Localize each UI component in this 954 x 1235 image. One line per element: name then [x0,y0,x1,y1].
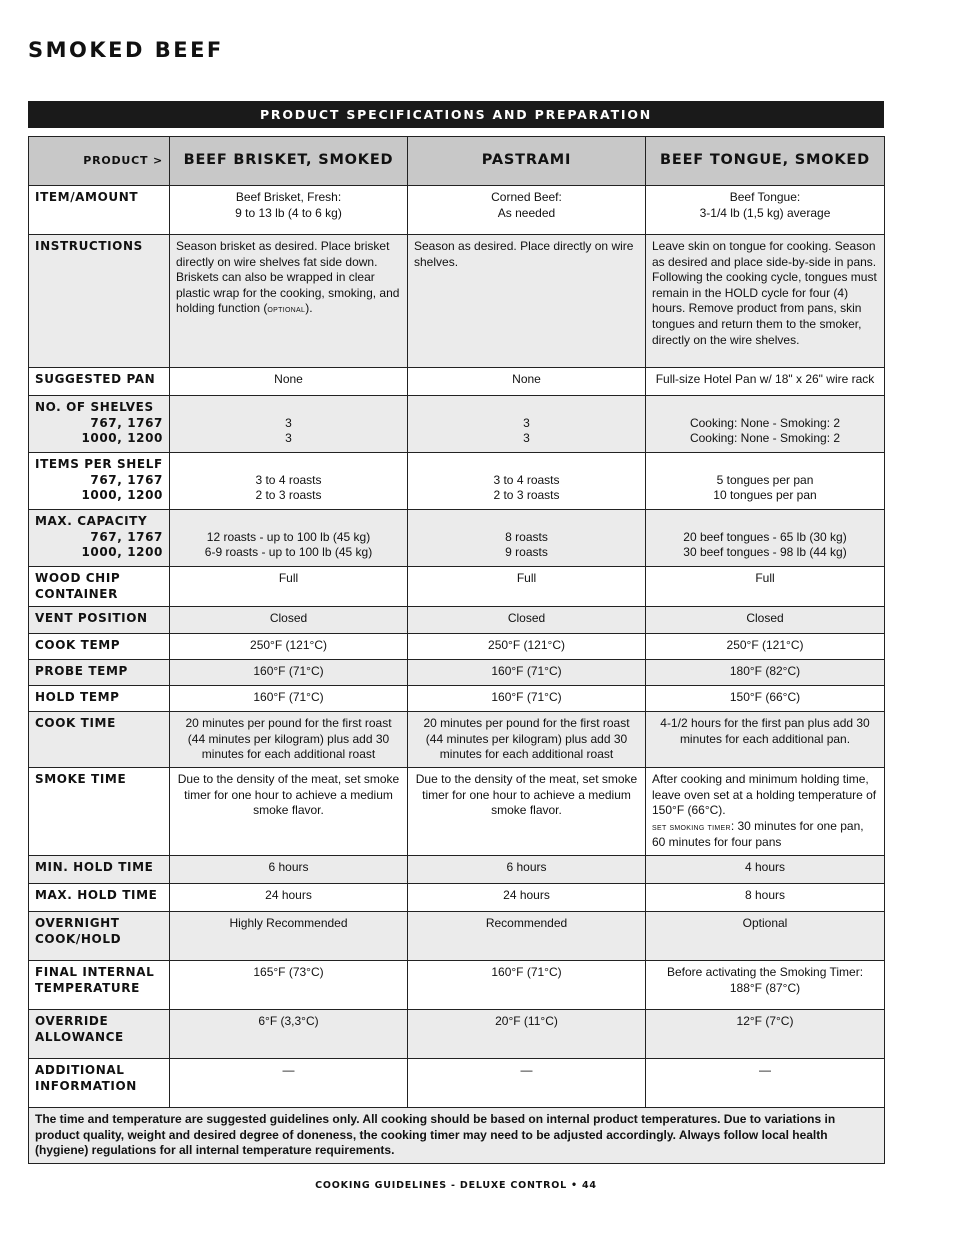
row-label: OVERRIDE ALLOWANCE [29,1009,170,1058]
row-label: ITEM/AMOUNT [29,186,170,235]
row-label: SUGGESTED PAN [29,368,170,396]
cell-pastrami: 160°F (71°C) [408,686,646,712]
cell-tongue: — [646,1058,885,1107]
cell-pastrami: 250°F (121°C) [408,634,646,660]
cell-pastrami: Recommended [408,911,646,960]
cell-pastrami: 160°F (71°C) [408,960,646,1009]
cell-brisket: 3 to 4 roasts 2 to 3 roasts [170,453,408,510]
cell-brisket: 6 hours [170,855,408,883]
cell-pastrami: 3 to 4 roasts 2 to 3 roasts [408,453,646,510]
row-label: VENT POSITION [29,607,170,634]
row-label: COOK TIME [29,712,170,768]
row-max-hold-time [29,883,885,911]
cell-tongue: 4 hours [646,855,885,883]
cell-pastrami: Full [408,567,646,607]
cell-brisket: 165°F (73°C) [170,960,408,1009]
cell-pastrami: 24 hours [408,883,646,911]
row-probe-temp [29,660,885,686]
cell-tongue: Leave skin on tongue for cooking. Season as desired and place side-by-side in pans. Following the cooking cycle, tongues must remain in the HOLD cycle for four (4) hours. Remove product from pans, skin tongues and return them to the smoker, directly on the wire shelves. [646,235,885,368]
cell-tongue: After cooking and minimum holding time, leave oven set at a holding temperature of 150°F (66°C). set smoking timer: 30 minutes for one pan, 60 minutes for four pans [646,767,885,855]
cell-pastrami: 8 roasts 9 roasts [408,510,646,567]
cell-pastrami: — [408,1058,646,1107]
cell-brisket: 6°F (3,3°C) [170,1009,408,1058]
cell-brisket: Highly Recommended [170,911,408,960]
row-smoke-time [29,767,885,855]
row-label: PROBE TEMP [29,660,170,686]
row-wood-chip [29,567,885,607]
cell-brisket: None [170,368,408,396]
cell-pastrami: Corned Beef: As needed [408,186,646,235]
row-overnight [29,911,885,960]
cell-tongue: Full-size Hotel Pan w/ 18" x 26" wire rack [646,368,885,396]
cell-tongue: 4-1/2 hours for the first pan plus add 30 minutes for each additional pan. [646,712,885,768]
row-label: ADDITIONAL INFORMATION [29,1058,170,1107]
row-items-per-shelf [29,453,885,510]
row-final-internal-temp [29,960,885,1009]
cell-pastrami: 3 3 [408,396,646,453]
cell-brisket: 12 roasts - up to 100 lb (45 kg) 6-9 roasts - up to 100 lb (45 kg) [170,510,408,567]
cell-pastrami: 6 hours [408,855,646,883]
cell-tongue: 180°F (82°C) [646,660,885,686]
row-label: NO. OF SHELVES 767, 1767 1000, 1200 [29,396,170,453]
cell-pastrami: Season as desired. Place directly on wire shelves. [408,235,646,368]
column-header-pastrami: PASTRAMI [408,137,646,186]
cell-pastrami: 20°F (11°C) [408,1009,646,1058]
row-item-amount [29,186,885,235]
column-header-tongue: BEEF TONGUE, SMOKED [646,137,885,186]
cell-brisket: 160°F (71°C) [170,660,408,686]
cell-brisket: 160°F (71°C) [170,686,408,712]
cell-tongue: 20 beef tongues - 65 lb (30 kg) 30 beef tongues - 98 lb (44 kg) [646,510,885,567]
section-banner: PRODUCT SPECIFICATIONS AND PREPARATION [28,101,884,128]
cell-brisket: 24 hours [170,883,408,911]
row-vent-position [29,607,885,634]
cell-tongue: Full [646,567,885,607]
row-label: OVERNIGHT COOK/HOLD [29,911,170,960]
row-label: FINAL INTERNAL TEMPERATURE [29,960,170,1009]
cell-brisket: 250°F (121°C) [170,634,408,660]
cell-brisket: Closed [170,607,408,634]
row-label: HOLD TEMP [29,686,170,712]
row-label: SMOKE TIME [29,767,170,855]
row-cook-temp [29,634,885,660]
cell-pastrami: 20 minutes per pound for the first roast (44 minutes per kilogram) plus add 30 minutes for each additional roast [408,712,646,768]
cell-brisket: Due to the density of the meat, set smoke timer for one hour to achieve a medium smoke flavor. [170,767,408,855]
product-label: PRODUCT > [29,137,170,186]
row-override-allowance [29,1009,885,1058]
column-header-brisket: BEEF BRISKET, SMOKED [170,137,408,186]
row-additional-info [29,1058,885,1107]
row-footnote [29,1107,885,1163]
row-cook-time [29,712,885,768]
cell-brisket: Beef Brisket, Fresh: 9 to 13 lb (4 to 6 kg) [170,186,408,235]
cell-pastrami: Closed [408,607,646,634]
cell-pastrami: 160°F (71°C) [408,660,646,686]
row-label: COOK TEMP [29,634,170,660]
cell-brisket: Season brisket as desired. Place brisket directly on wire shelves fat side down. Briskets can also be wrapped in clear plastic wrap for the cooking, smoking, and holding function (optional). [170,235,408,368]
cell-tongue: Optional [646,911,885,960]
row-label: WOOD CHIP CONTAINER [29,567,170,607]
product-spec-table [28,136,885,1164]
page-footer: COOKING GUIDELINES - DELUXE CONTROL • 44 [315,1180,597,1191]
cell-tongue: Before activating the Smoking Timer: 188°F (87°C) [646,960,885,1009]
cell-brisket: 3 3 [170,396,408,453]
cell-brisket: Full [170,567,408,607]
cell-tongue: 5 tongues per pan 10 tongues per pan [646,453,885,510]
cell-tongue: 8 hours [646,883,885,911]
row-label: INSTRUCTIONS [29,235,170,368]
cell-tongue: 12°F (7°C) [646,1009,885,1058]
row-max-capacity [29,510,885,567]
page-title: SMOKED BEEF [28,38,224,62]
row-instructions [29,235,885,368]
cell-tongue: Beef Tongue: 3-1/4 lb (1,5 kg) average [646,186,885,235]
table-header-row [29,137,885,186]
cell-brisket: 20 minutes per pound for the first roast (44 minutes per kilogram) plus add 30 minutes for each additional roast [170,712,408,768]
footnote: The time and temperature are suggested guidelines only. All cooking should be based on internal product temperatures. Due to variations in product quality, weight and desired degree of doneness, the cooking timer may need to be adjusted accordingly. Always follow local health (hygiene) regulations for all internal temperature requirements. [29,1107,885,1163]
row-label: MIN. HOLD TIME [29,855,170,883]
cell-tongue: 150°F (66°C) [646,686,885,712]
row-label: ITEMS PER SHELF 767, 1767 1000, 1200 [29,453,170,510]
cell-brisket: — [170,1058,408,1107]
row-label: MAX. HOLD TIME [29,883,170,911]
row-min-hold-time [29,855,885,883]
cell-pastrami: Due to the density of the meat, set smoke timer for one hour to achieve a medium smoke flavor. [408,767,646,855]
cell-tongue: Closed [646,607,885,634]
cell-pastrami: None [408,368,646,396]
row-label: MAX. CAPACITY 767, 1767 1000, 1200 [29,510,170,567]
row-shelves [29,396,885,453]
row-hold-temp [29,686,885,712]
cell-tongue: Cooking: None - Smoking: 2 Cooking: None - Smoking: 2 [646,396,885,453]
row-suggested-pan [29,368,885,396]
cell-tongue: 250°F (121°C) [646,634,885,660]
